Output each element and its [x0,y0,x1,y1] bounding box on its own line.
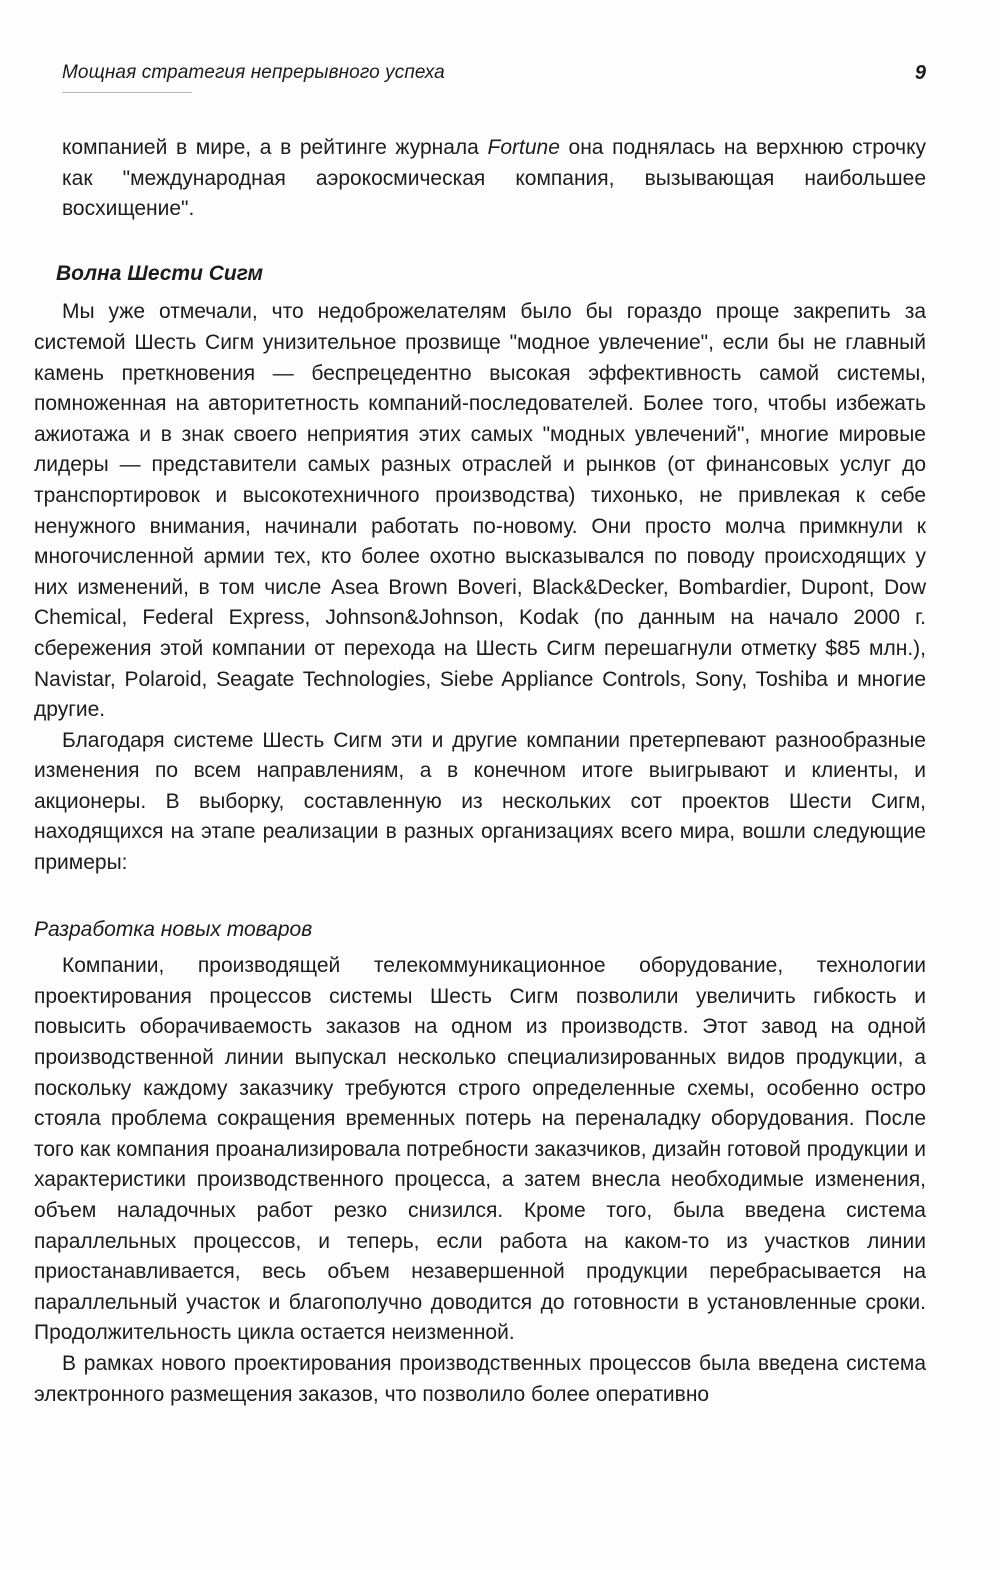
intro-text-before: компанией в мире, а в рейтинге журнала [62,136,488,159]
intro-text-after: она поднялась на верхнюю строчку как "международная аэрокосмическая компания, вызывающая наибольшее восхищение". [62,136,927,221]
section-paragraph: Мы уже отмечали, что недоброжелателям было бы гораздо проще закрепить за системой Шесть Сигм унизительное прозвище "модное увлечение", если бы не главный камень преткновения — беспрецедентно высокая эффективность самой системы, помноженная на авторитетность компаний-последователей. Более того, чтобы избежать ажиотажа и в знак своего неприятия этих самых "модных увлечений", многие мировые лидеры — представители самых разных отраслей и рынков (от финансовых услуг до транспортировок и высокотехничного производства) тихонько, не привлекая к себе ненужного внимания, начинали работать по-новому. Они просто молча примкнули к многочисленной армии тех, кто более охотно высказывался по поводу происходящих у них изменений, в том числе Asea Brown Boveri, Black&Decker, Bombardier, Dupont, Dow Chemical, Federal Express, Johnson&Johnson, Kodak (по данным на начало 2000 г. сбережения этой компании от перехода на Шесть Сигм перешагнули отметку $85 млн.), Navistar, Polaroid, Seagate Technologies, Siebe Appliance Controls, Sony, Toshiba и многие другие. [34,300,926,722]
magazine-name: Fortune [487,136,560,159]
page-body [34,133,926,1410]
subsection-paragraph: В рамках нового проектирования производственных процессов была введена система электронного размещения заказов, что позволило более оперативно [34,1351,926,1406]
section-heading: Волна Шести Сигм [56,261,263,285]
subsection-heading: Разработка новых товаров [34,917,313,941]
subsection-paragraph: Компании, производящей телекоммуникационное оборудование, технологии проектирования процессов системы Шесть Сигм позволили увеличить гибкость и повысить оборачиваемость заказов на одном из производств. Этот завод на одной производственной линии выпускал несколько специализированных видов продукции, а поскольку каждому заказчику требуются строго определенные схемы, особенно остро стояла проблема сокращения временных потерь на переналадку оборудования. После того как компания проанализировала потребности заказчиков, дизайн готовой продукции и характеристики производственного процесса, а затем внесла необходимые изменения, объем наладочных работ резко снизился. Кроме того, была введена система параллельных процессов, и теперь, если работа на каком-то из участков линии приостанавливается, весь объем незавершенной продукции перебрасывается на параллельный участок и благополучно доводится до готовности в установленные сроки. Продолжительность цикла остается неизменной. [34,954,926,1345]
intro-paragraph [34,133,926,225]
running-header [62,62,926,92]
running-title: Мощная стратегия непрерывного успеха [62,62,445,83]
section-paragraph: Благодаря системе Шесть Сигм эти и другие компании претерпевают разнообразные изменения по всем направлениям, а в конечном итоге выигрывают и клиенты, и акционеры. В выборку, составленную из нескольких сот проектов Шести Сигм, находящихся на этапе реализации в разных организациях всего мира, вошли следующие примеры: [34,728,926,875]
header-rule [62,92,192,93]
page-number: 9 [914,62,926,84]
